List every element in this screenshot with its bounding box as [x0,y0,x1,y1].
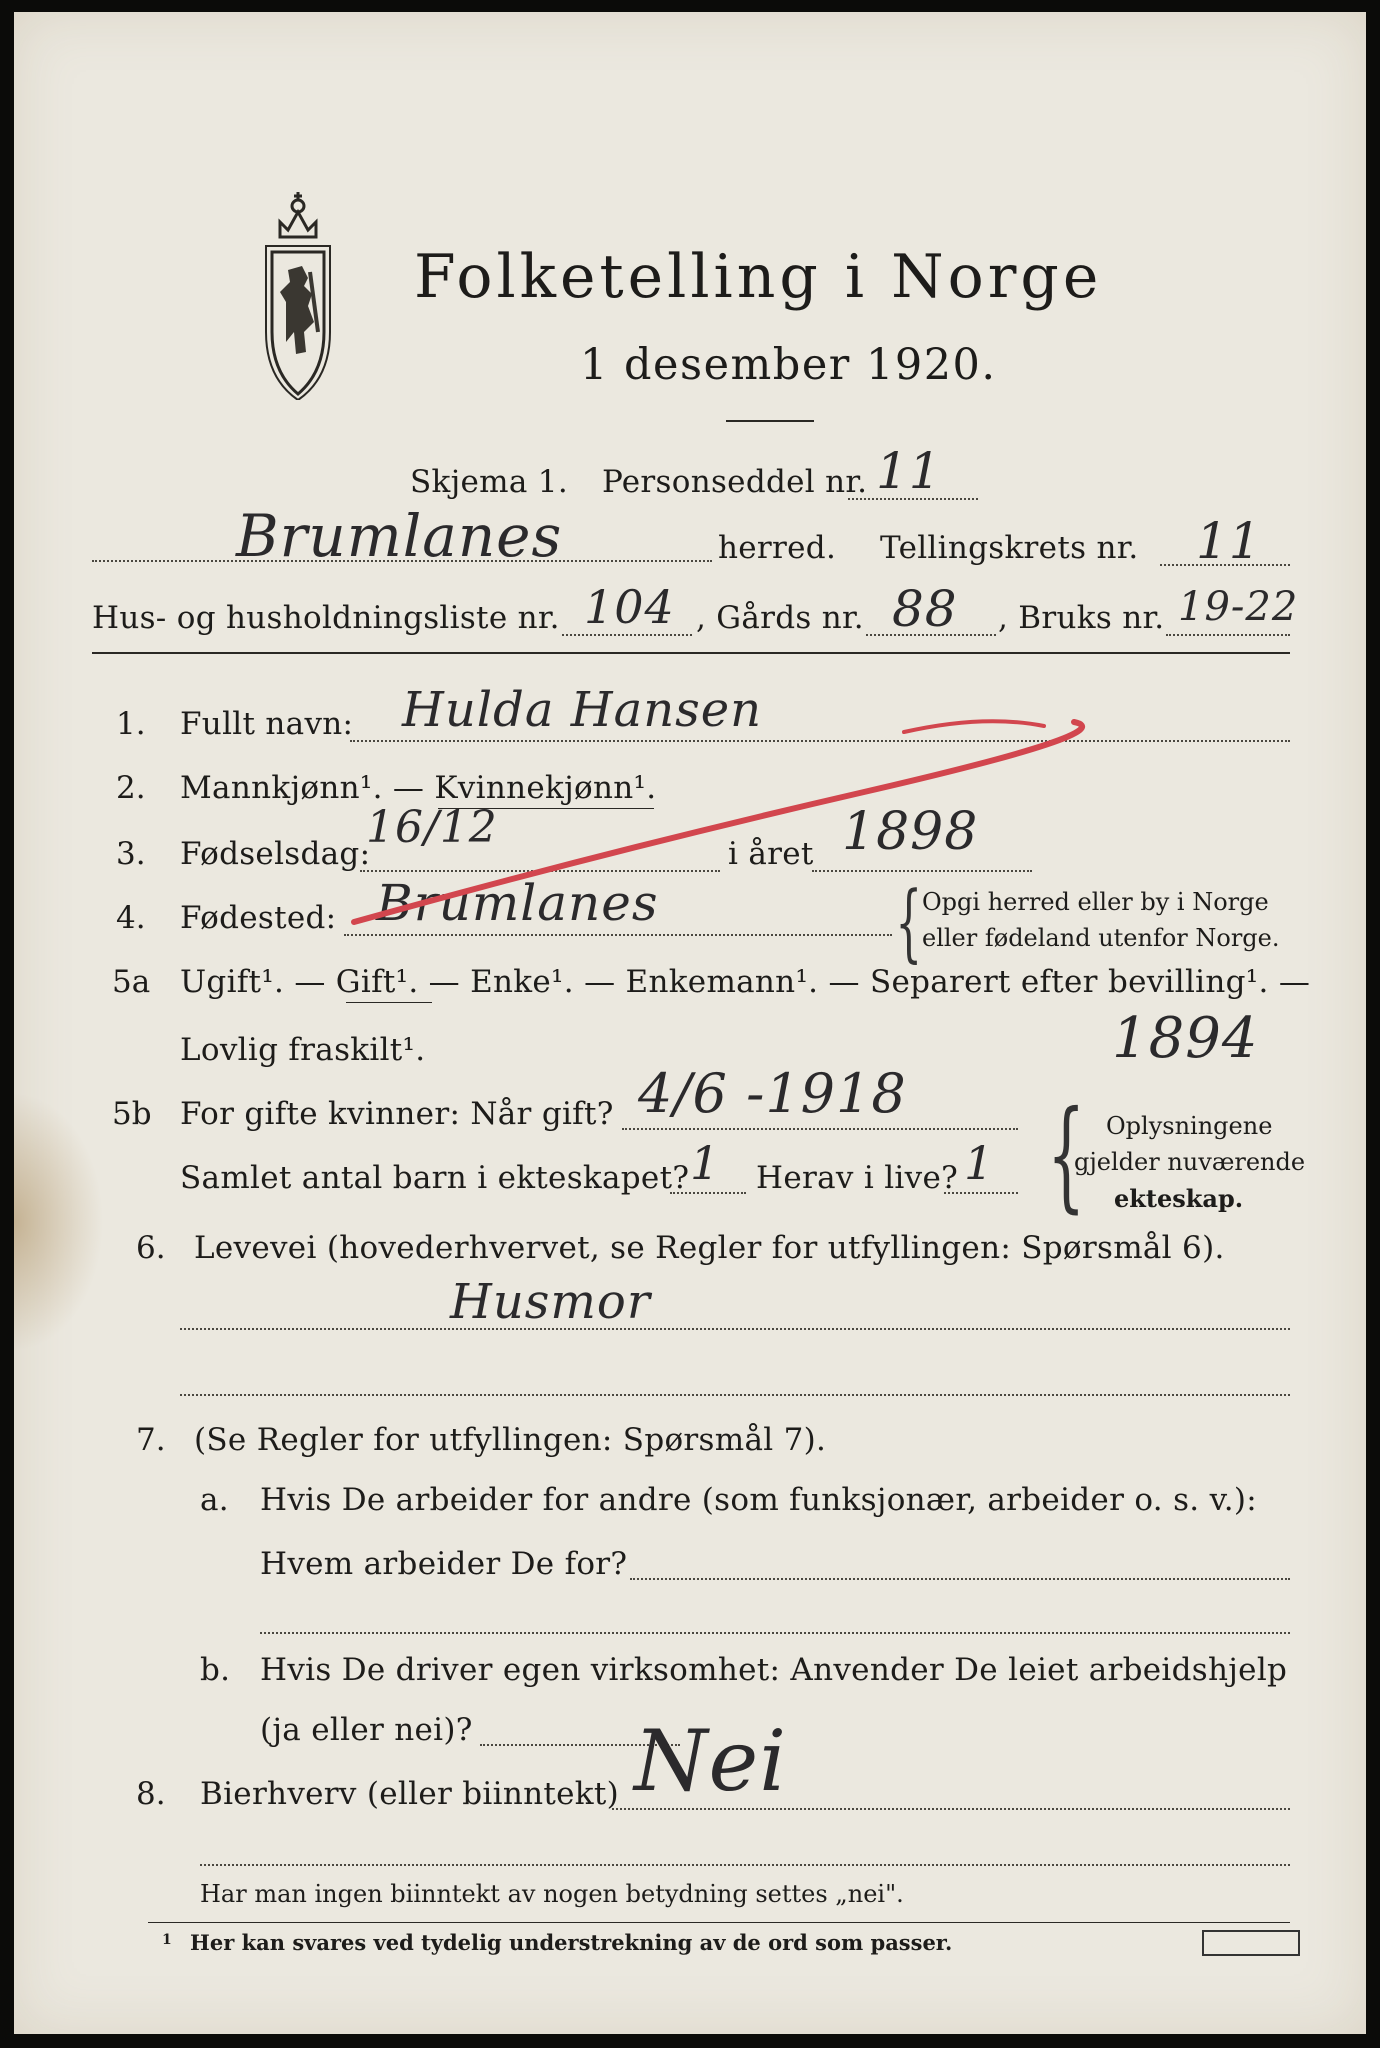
header-rule [92,652,1290,654]
gards-label: , Gårds nr. [696,600,864,636]
q3-number: 3. [116,836,146,872]
q8-value: Nei [634,1712,788,1810]
q5b-date-value: 4/6 -1918 [638,1062,907,1125]
q4-note-2: eller fødeland utenfor Norge. [922,924,1280,952]
q5b-label-3: Herav i live? [756,1160,959,1196]
q5b-brace: { [1047,1086,1086,1225]
q7a-answer-line [630,1578,1290,1580]
herred-label: herred. [718,530,837,566]
q4-note-1: Opgi herred eller by i Norge [922,888,1269,916]
bruks-line [1166,634,1290,636]
q4-number: 4. [116,900,146,936]
q7a-answer-line-2 [260,1632,1290,1634]
q5a-extra-value: 1894 [1112,1006,1259,1071]
q4-value: Brumlanes [376,874,659,932]
q5a-underline [346,1002,432,1003]
q5b-note-1: Oplysningene [1106,1112,1273,1140]
q3-label: Fødselsdag: [180,836,371,872]
herred-value: Brumlanes [236,502,563,570]
form-title: Folketelling i Norge [414,242,1103,312]
footnote: Her kan svares ved tydelig understrekning av de ord som passer. [190,1930,953,1955]
footnote-mark: 1 [162,1932,172,1948]
q7b-line-1: Hvis De driver egen virksomhet: Anvender De leiet arbeidshjelp [260,1652,1288,1688]
hus-line [562,634,692,636]
q3-day-value: 16/12 [366,802,498,853]
q8-number: 8. [136,1776,166,1812]
q5b-date-line [622,1128,1018,1130]
personseddel-label: Personseddel nr. [602,464,868,500]
bruks-label: , Bruks nr. [998,600,1165,636]
q2-number: 2. [116,770,146,806]
q6-line-1 [180,1328,1290,1330]
gards-value: 88 [892,580,958,638]
q7-number: 7. [136,1422,166,1458]
q6-line-2 [180,1394,1290,1396]
schema-label: Skjema 1. [410,464,568,500]
q7a-letter: a. [200,1482,229,1518]
q1-label: Fullt navn: [180,706,354,742]
q6-number: 6. [136,1230,166,1266]
hus-value: 104 [584,580,675,634]
q3-year-value: 1898 [842,802,979,862]
q7a-line-1: Hvis De arbeider for andre (som funksjonær, arbeider o. s. v.): [260,1482,1258,1518]
q5a-number: 5a [112,964,151,1000]
q8-label: Bierhverv (eller biinntekt) [200,1776,620,1812]
q8-line-2 [200,1864,1290,1866]
q6-value: Husmor [450,1274,651,1330]
q5b-number: 5b [112,1096,152,1132]
q1-value: Hulda Hansen [402,682,763,738]
q5b-children-value: 1 [690,1136,721,1190]
q6-label: Levevei (hovederhvervet, se Regler for utfyllingen: Spørsmål 6). [194,1230,1225,1266]
tellingskrets-value: 11 [1196,512,1262,570]
red-pencil-strike [344,692,1104,952]
q5b-alive-value: 1 [964,1136,995,1190]
q7b-line-2: (ja eller nei)? [260,1712,473,1748]
q2-label: Mannkjønn¹. — Kvinnekjønn¹. [180,770,657,806]
form-date: 1 desember 1920. [580,340,997,390]
q3-year-label: i året [728,836,814,872]
personseddel-value: 11 [876,442,942,500]
q5b-label-2: Samlet antal barn i ekteskapet? [180,1160,690,1196]
hus-label: Hus- og husholdningsliste nr. [92,600,560,636]
coat-of-arms-icon [250,182,346,400]
paper-stain [14,1092,104,1352]
q1-number: 1. [116,706,146,742]
title-divider [726,420,814,422]
q5b-alive-line [944,1192,1018,1194]
q5b-label-1: For gifte kvinner: Når gift? [180,1096,614,1132]
q4-brace: { [895,873,923,971]
q7-label: (Se Regler for utfyllingen: Spørsmål 7). [194,1422,827,1458]
q5b-note-2: gjelder nuværende [1074,1148,1306,1176]
income-note: Har man ingen biinntekt av nogen betydning settes „nei". [200,1880,904,1908]
q4-label: Fødested: [180,900,337,936]
bruks-value: 19-22 [1178,584,1299,630]
census-form [14,12,1366,2034]
q5b-children-line [670,1192,746,1194]
tellingskrets-label: Tellingskrets nr. [880,530,1139,566]
q7a-line-2: Hvem arbeider De for? [260,1546,628,1582]
q5a-line-1: Ugift¹. — Gift¹. — Enke¹. — Enkemann¹. — Separert efter bevilling¹. — [180,964,1311,1000]
q5b-note-3: ekteskap. [1114,1184,1244,1213]
printer-stamp [1202,1930,1300,1956]
q7b-letter: b. [200,1652,231,1688]
footer-rule [148,1922,1290,1923]
q5a-line-2: Lovlig fraskilt¹. [180,1032,426,1068]
